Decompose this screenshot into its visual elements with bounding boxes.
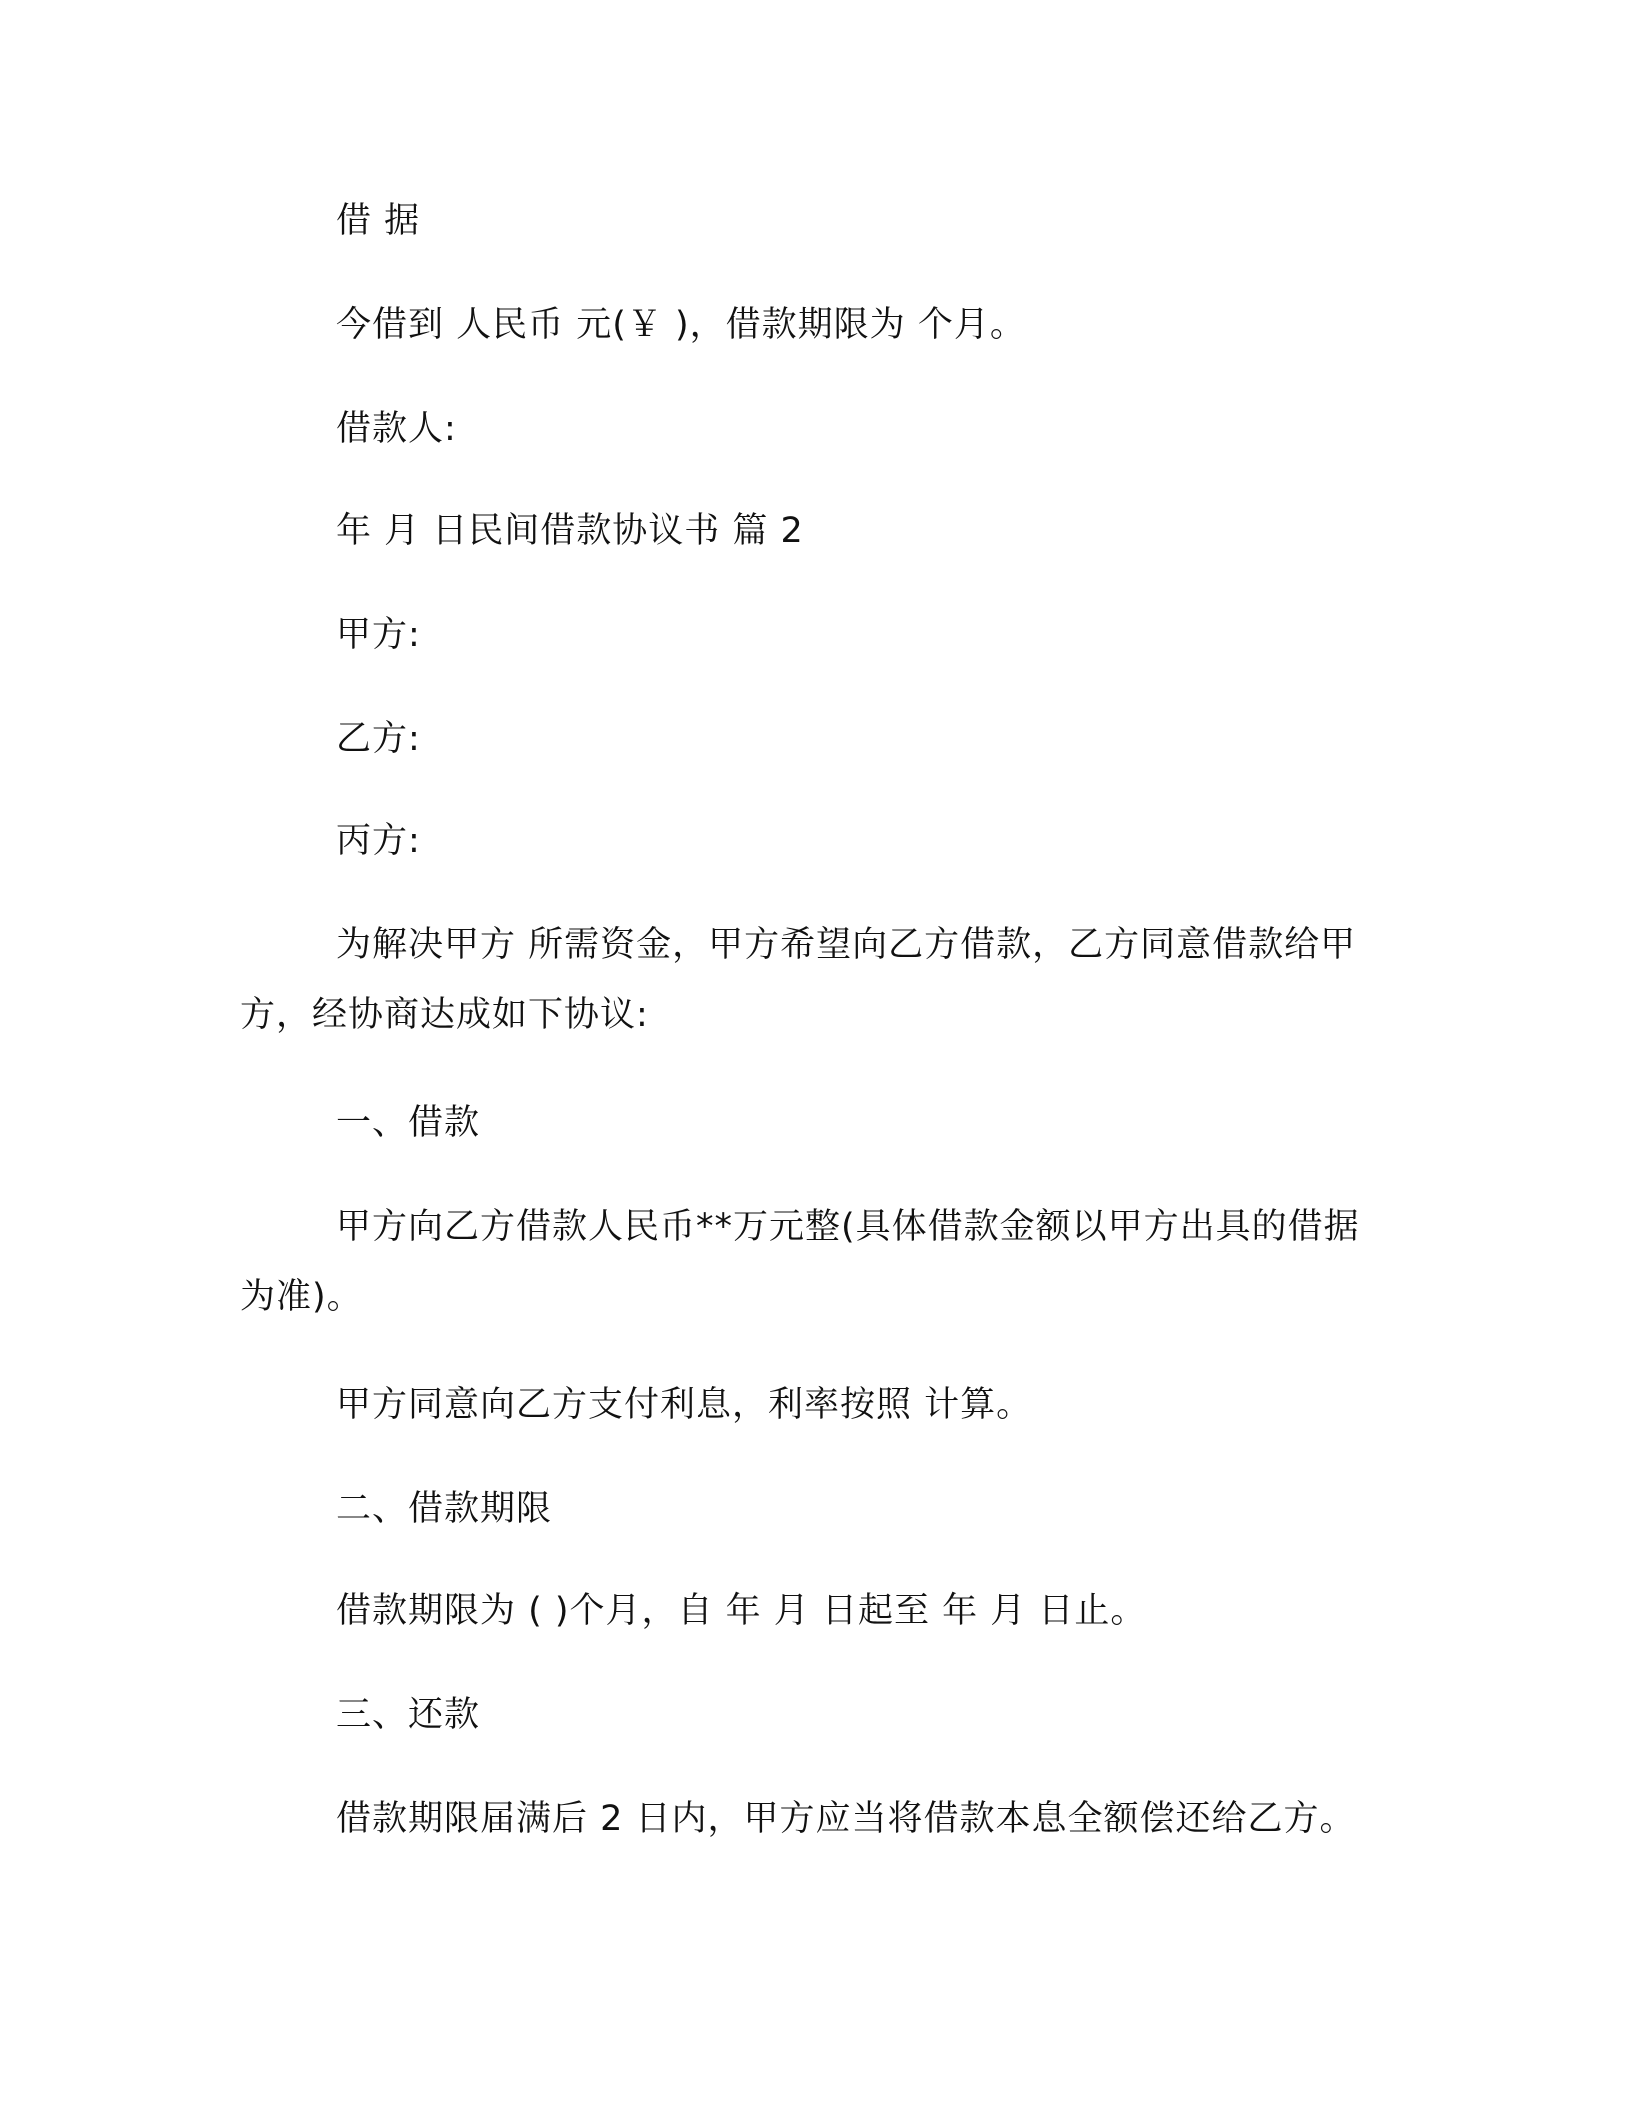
paragraph-purpose: 为解决甲方 所需资金，甲方希望向乙方借款，乙方同意借款给甲方，经协商达成如下协议: — [240, 925, 1357, 1035]
paragraph-interest: 甲方同意向乙方支付利息，利率按照 计算。 — [336, 1385, 1033, 1425]
section-heading-3: 三、还款 — [336, 1695, 481, 1735]
paragraph-term: 借款期限为 ( )个月，自 年 月 日起至 年 月 日止。 — [336, 1591, 1147, 1631]
paragraph-loan-amount-detail: 甲方向乙方借款人民币**万元整(具体借款金额以甲方出具的借据为准)。 — [240, 1207, 1360, 1317]
section-heading-1: 一、借款 — [336, 1103, 481, 1143]
heading-jieju: 借 据 — [336, 201, 421, 241]
paragraph-party-a: 甲方: — [336, 615, 421, 655]
paragraph-date-title: 年 月 日民间借款协议书 篇 2 — [336, 511, 804, 551]
paragraph-borrower: 借款人: — [336, 409, 457, 449]
paragraph-loan-amount: 今借到 人民币 元(￥ )，借款期限为 个月。 — [336, 305, 1026, 345]
section-heading-2: 二、借款期限 — [336, 1489, 553, 1529]
paragraph-repayment: 借款期限届满后 2 日内，甲方应当将借款本息全额偿还给乙方。 — [336, 1799, 1356, 1839]
paragraph-party-b: 乙方: — [336, 719, 421, 759]
paragraph-party-c: 丙方: — [336, 821, 421, 861]
